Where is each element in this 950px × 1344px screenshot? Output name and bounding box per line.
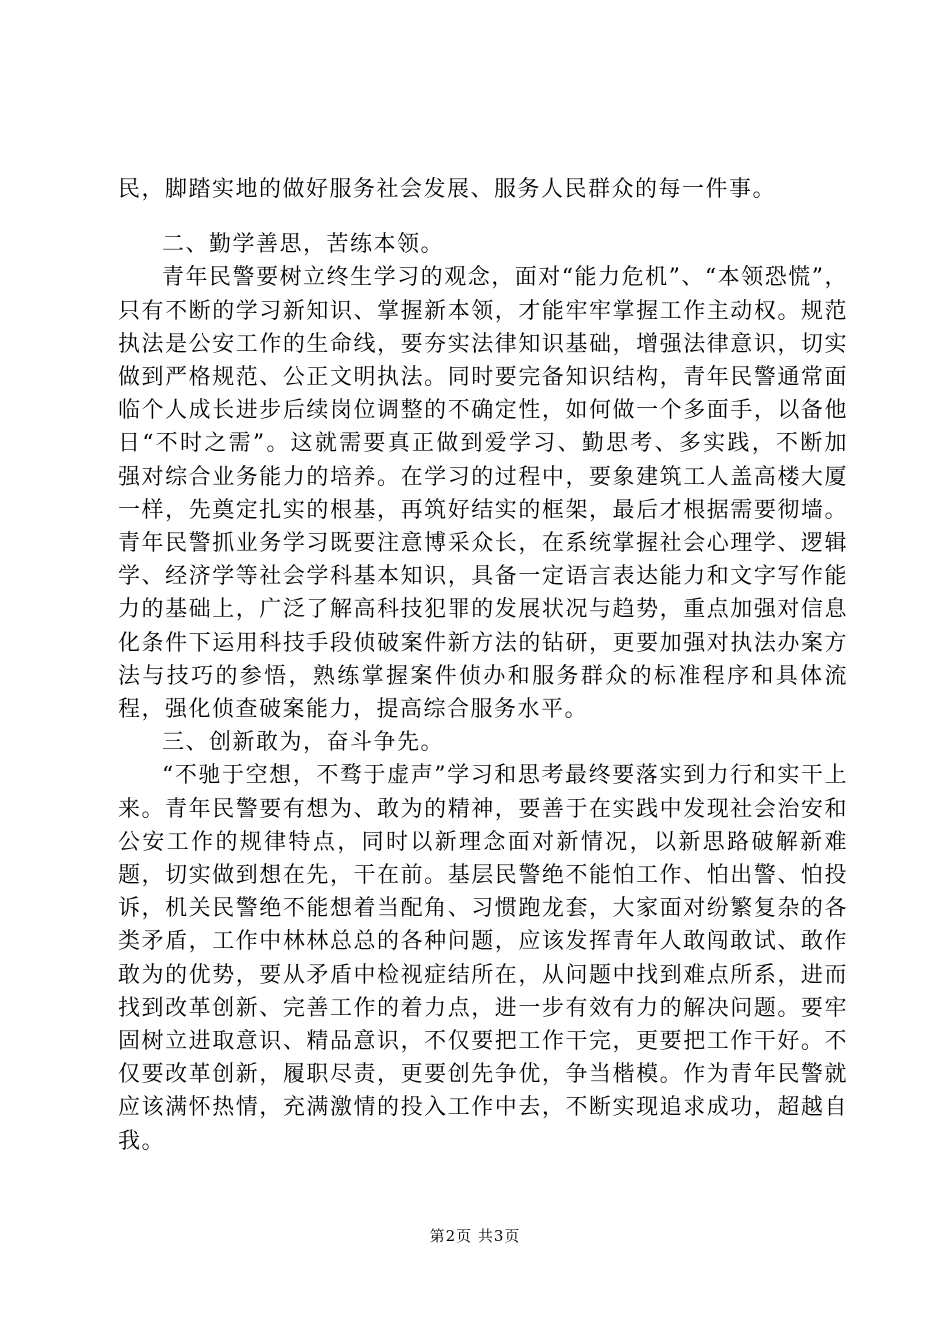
- paragraph-study: 青年民警要树立终生学习的观念，面对“能力危机”、“本领恐慌”，只有不断的学习新知识、掌握新本领，才能牢牢掌握工作主动权。规范执法是公安工作的生命线，要夯实法律知识基础，增强法律意识，切实做到严格规范、公正文明执法。同时要完备知识结构，青年民警通常面临个人成长进步后续岗位调整的不确定性，如何做一个多面手，以备他日“不时之需”。这就需要真正做到爱学习、勤思考、多实践，不断加强对综合业务能力的培养。在学习的过程中，要象建筑工人盖高楼大厦一样，先奠定扎实的根基，再筑好结实的框架，最后才根据需要彻墙。青年民警抓业务学习既要注意博采众长，在系统掌握社会心理学、逻辑学、经济学等社会学科基本知识，具备一定语言表达能力和文字写作能力的基础上，广泛了解高科技犯罪的发展状况与趋势，重点加强对信息化条件下运用科技手段侦破案件新方法的钻研，更要加强对执法办案方法与技巧的参悟，熟练掌握案件侦办和服务群众的标准程序和具体流程，强化侦查破案能力，提高综合服务水平。: [118, 265, 848, 723]
- page-number-footer: 第2页 共3页: [429, 1227, 521, 1245]
- paragraph-continuation: 民，脚踏实地的做好服务社会发展、服务人民群众的每一件事。: [118, 177, 777, 202]
- section-heading-3: 三、创新敢为，奋斗争先。: [162, 730, 445, 756]
- document-body: [118, 173, 848, 1158]
- section-heading-2: 二、勤学善思，苦练本领。: [162, 232, 445, 258]
- paragraph-innovation: “不驰于空想，不骛于虚声”学习和思考最终要落实到力行和实干上来。青年民警要有想为、敢为的精神，要善于在实践中发现社会治安和公安工作的规律特点，同时以新理念面对新情况，以新思路破解新难题，切实做到想在先，干在前。基层民警绝不能怕工作、怕出警、怕投诉，机关民警绝不能想着当配角、习惯跑龙套，大家面对纷繁复杂的各类矛盾，工作中林林总总的各种问题，应该发挥青年人敢闯敢试、敢作敢为的优势，要从矛盾中检视症结所在，从问题中找到难点所系，进而找到改革创新、完善工作的着力点，进一步有效有力的解决问题。要牢固树立进取意识、精品意识，不仅要把工作干完，更要把工作干好。不仅要改革创新，履职尽责，更要创先争优，争当楷模。作为青年民警就应该满怀热情，充满激情的投入工作中去，不断实现追求成功，超越自我。: [118, 763, 848, 1154]
